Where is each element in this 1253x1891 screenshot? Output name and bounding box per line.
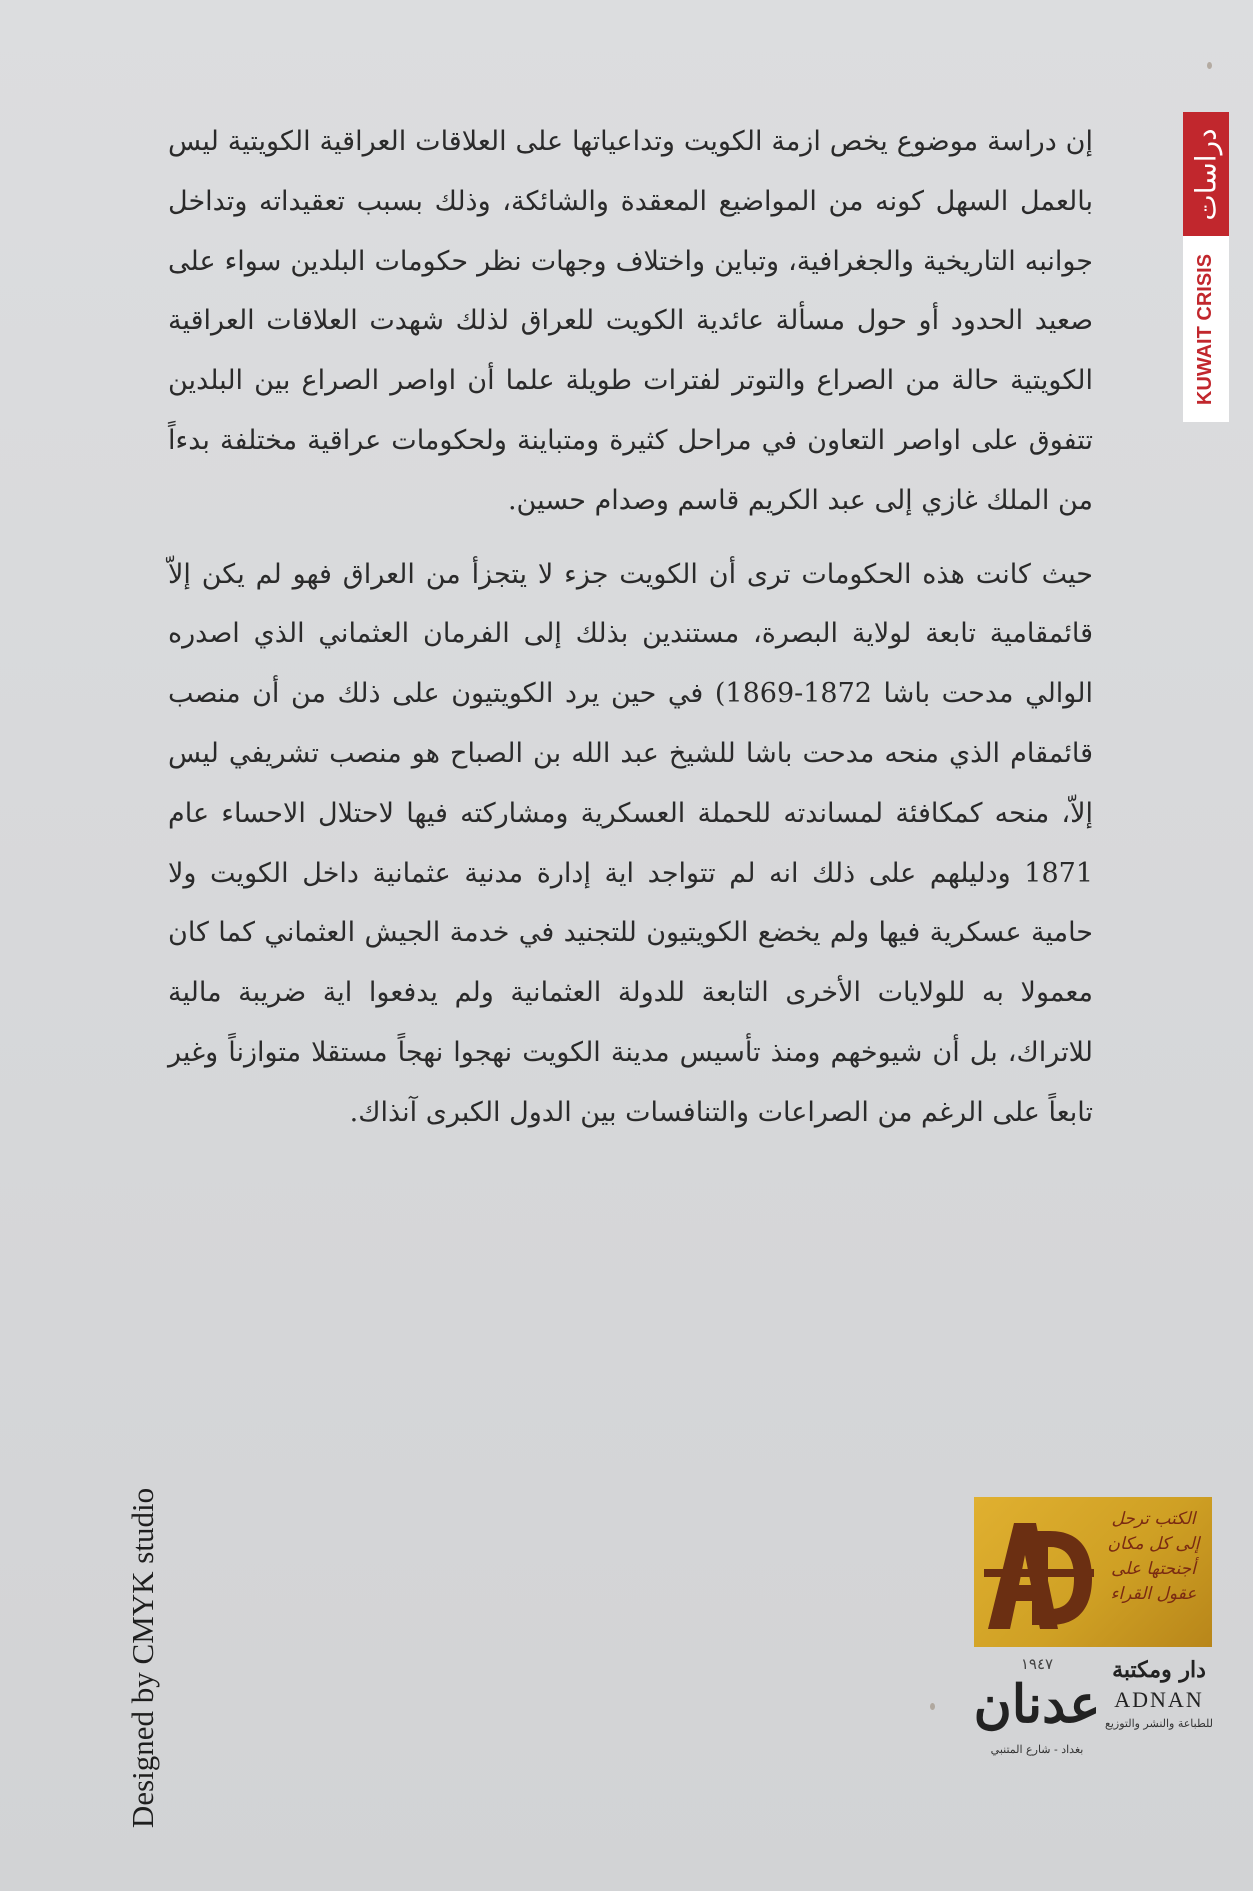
synopsis-paragraph-2: حيث كانت هذه الحكومات ترى أن الكويت جزء لا يتجزأ من العراق فهو لم يكن إلاّ قائمقامية تابعة لولاية البصرة، مستندين بذلك إلى الفرمان العثماني الذي اصدره الوالي مدحت باشا 1872-1869) في حين يرد الكويتيون على ذلك من أن منصب قائمقام الذي منحه مدحت باشا للشيخ عبد الله بن الصباح هو منصب تشريفي ليس إلاّ، منحه كمكافئة لمساندته للحملة العسكرية ومشاركته فيها لاحتلال الاحساء عام 1871 ودليلهم على ذلك انه لم تتواجد اية إدارة مدنية عثمانية داخل الكويت ولا حامية عسكرية فيها ولم يخضع الكويتيون للتجنيد في خدمة الجيش العثماني كما كان معمولا به للولايات الأخرى التابعة للدولة العثمانية ولم يدفعوا اية ضريبة مالية للاتراك، بل أن شيوخهم ومنذ تأسيس مدينة الكويت نهجوا نهجاً مستقلا متوازناً وغير تابعاً على الرغم من الصراعات والتنافسات بين الدول الكبرى آنذاك. bbox=[168, 558, 1093, 1128]
category-label-arabic: دراسات bbox=[1183, 112, 1229, 236]
publisher-name-en: ADNAN bbox=[1114, 1687, 1204, 1712]
publisher-logo bbox=[974, 1497, 1212, 1647]
publisher-name-calligraphy bbox=[971, 1655, 1103, 1756]
synopsis-paragraph-1: إن دراسة موضوع يخص ازمة الكويت وتداعياتها على العلاقات العراقية الكويتية ليس بالعمل السهل كونه من المواضيع المعقدة والشائكة، وذلك بسبب تعقيداته وتداخل جوانبه التاريخية والجغرافية، وتباين واختلاف وجهات نظر حكومات البلدين سواء على صعيد الحدود أو حول مسألة عائدية الكويت للعراق لذلك شهدت العلاقات العراقية الكويتية حالة من الصراع والتوتر لفترات طويلة علما أن اواصر الصراع بين البلدين تتفوق على اواصر التعاون في مراحل كثيرة ومتباينة ولحكومات عراقية مختلفة بدءاً من الملك غازي إلى عبد الكريم قاسم وصدام حسين. bbox=[168, 126, 1093, 516]
publisher-subtitle: للطباعة والنشر والتوزيع bbox=[1104, 1717, 1213, 1730]
category-label-english: KUWAIT CRISIS bbox=[1183, 236, 1229, 422]
publisher-names bbox=[971, 1655, 1215, 1805]
designer-credit: Designed by CMYK studio bbox=[125, 1487, 160, 1829]
paper-speck bbox=[1207, 62, 1212, 69]
publisher-address: بغداد - شارع المتنبي bbox=[990, 1743, 1084, 1756]
founding-year: ١٩٤٧ bbox=[1020, 1655, 1054, 1673]
publisher-name-ar: عدنان bbox=[973, 1674, 1101, 1735]
publisher-name-block bbox=[1103, 1655, 1215, 1730]
paper-speck bbox=[930, 1703, 935, 1710]
publisher-house-ar: دار ومكتبة bbox=[1112, 1657, 1206, 1683]
publisher-motto: الكتب ترحل إلى كل مكان أجنحتها على عقول القراء bbox=[1107, 1509, 1200, 1604]
publisher-block bbox=[971, 1497, 1215, 1862]
synopsis bbox=[168, 112, 1093, 1143]
spine-tab bbox=[1183, 112, 1229, 422]
ad-monogram-icon bbox=[980, 1509, 1098, 1635]
